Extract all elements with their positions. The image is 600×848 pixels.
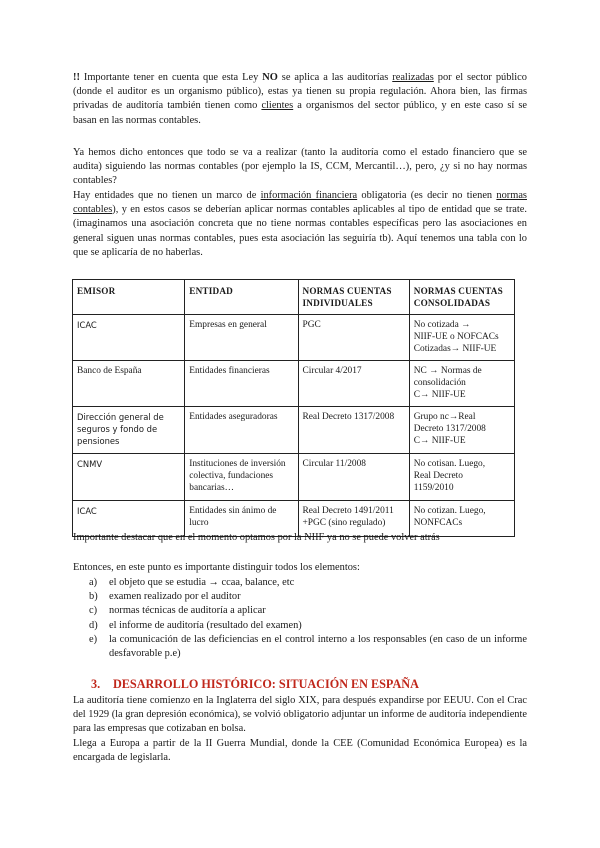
cell-entidad: Entidades sin ánimo de lucro	[185, 501, 298, 537]
text-run: ), y en estos casos se deberían aplicar normas contables aplicables al tipo de entidad que se trate. (imaginamos una asociación concreta que no tiene normas contables específicas pero las asociaciones en general siguen unas normas contables, pues esta asociación las seguiría tb). Aquí tenemos una tabla con lo que se aplicaría de no haberlas.	[73, 204, 527, 258]
header-entidad: ENTIDAD	[185, 280, 298, 315]
list-label: a)	[89, 577, 98, 588]
cell-entidad: Instituciones de inversión colectiva, fundaciones bancarias…	[185, 454, 298, 501]
list-label: d)	[89, 619, 98, 631]
table-row	[73, 361, 515, 407]
elements-intro: Entonces, en este punto es importante distinguir todos los elementos:	[73, 562, 360, 573]
text-run: obligatoria (es decir no tienen	[357, 190, 497, 201]
section-number: 3.	[91, 677, 101, 691]
cell-line: 1159/2010	[413, 483, 454, 493]
table-row	[73, 315, 515, 361]
table-row	[73, 454, 515, 501]
cell-emisor: Dirección general de seguros y fondo de pensiones	[73, 407, 185, 454]
cell-consolidadas	[409, 454, 514, 501]
cell-individuales: PGC	[298, 315, 409, 361]
list-label: b)	[89, 591, 98, 603]
cell-individuales: Real Decreto 1317/2008	[298, 407, 409, 454]
cell-line: Decreto 1317/2008	[413, 424, 486, 434]
cell-individuales: Circular 11/2008	[298, 454, 409, 501]
cell-emisor: CNMV	[73, 454, 185, 501]
section-heading	[91, 677, 419, 692]
list-item	[73, 604, 527, 618]
cell-individuales: Real Decreto 1491/2011 +PGC (sino regulado)	[298, 501, 409, 537]
header-consolidadas: NORMAS CUENTAS CONSOLIDADAS	[409, 280, 514, 315]
underlined-term: normas contables	[73, 190, 527, 216]
text-run: Hay entidades que no tienen un marco de	[73, 190, 261, 201]
table-row	[73, 407, 515, 454]
cell-consolidadas	[409, 407, 514, 454]
cell-entidad: Entidades aseguradoras	[185, 407, 298, 454]
text-run: Importante tener en cuenta que esta Ley	[79, 72, 263, 83]
cell-line: Cotizadas→ NIIF-UE	[413, 344, 497, 354]
list-text: el informe de auditoría (resultado del examen)	[109, 619, 302, 631]
cell-entidad: Empresas en general	[185, 315, 298, 361]
table-note: Importante destacar que en el momento optamos por la NIIF ya no se puede volver atrás	[73, 532, 440, 543]
list-item	[73, 590, 527, 604]
europe-paragraph: Llega a Europa a partir de la II Guerra Mundial, donde la CEE (Comunidad Económica Europea) es la encargada de legislarla.	[73, 738, 527, 764]
list-item	[73, 576, 527, 590]
list-item	[73, 633, 527, 661]
cell-emisor: ICAC	[73, 315, 185, 361]
cell-line: No cotisan. Luego,	[413, 459, 486, 469]
exclamation-mark: !!	[73, 72, 80, 83]
list-text: normas técnicas de auditoría a aplicar	[109, 605, 266, 617]
cell-line: NONFCACs	[413, 518, 463, 528]
underlined-term: realizadas	[392, 72, 434, 83]
cell-line: NIIF-UE o NOFCACs	[413, 332, 499, 342]
text-run: a organismos del sector público, y en este caso sí se basan en las normas contables.	[73, 100, 527, 126]
cell-line: NC → Normas de	[413, 366, 482, 376]
table-header-row	[73, 280, 515, 315]
accounting-standards-table	[72, 279, 515, 537]
underlined-term: clientes	[261, 100, 294, 112]
cell-emisor: ICAC	[73, 501, 185, 537]
cell-line: Real Decreto	[413, 471, 463, 481]
list-text: examen realizado por el auditor	[109, 591, 241, 603]
header-emisor: EMISOR	[73, 280, 185, 315]
cell-entidad: Entidades financieras	[185, 361, 298, 407]
emphasis-no: NO	[262, 72, 278, 83]
history-paragraph: La auditoría tiene comienzo en la Inglaterra del siglo XIX, para después expandirse por EEUU. Con el Crac del 1929 (la gran depresión económica), se volvió obligatorio adjuntar un informe de auditoría independiente para las empresas que cotizaban en bolsa.	[73, 695, 527, 735]
cell-line: C→ NIIF-UE	[413, 390, 466, 400]
cell-line: Grupo nc→Real	[413, 412, 476, 422]
note-paragraph	[73, 71, 527, 128]
list-text: la comunicación de las deficiencias en el control interno a los responsables (en caso de un informe desfavorable p.e)	[109, 633, 527, 660]
cell-line: consolidación	[413, 378, 466, 388]
cell-consolidadas	[409, 361, 514, 407]
list-label: e)	[89, 633, 98, 645]
cell-consolidadas	[409, 315, 514, 361]
section-title: DESARROLLO HISTÓRICO: SITUACIÓN EN ESPAÑA	[113, 677, 419, 691]
cell-line: No cotizada →	[413, 320, 471, 330]
cell-emisor: Banco de España	[73, 361, 185, 407]
header-individuales: NORMAS CUENTAS INDIVIDUALES	[298, 280, 409, 315]
cell-line: C→ NIIF-UE	[413, 436, 466, 446]
list-item	[73, 619, 527, 633]
list-label: c)	[89, 605, 98, 617]
underlined-term: información financiera	[260, 190, 358, 201]
entities-paragraph	[73, 189, 527, 260]
cell-line: No cotizan. Luego,	[413, 506, 486, 516]
text-run: por el sector público (donde el auditor es un organismo público), estas ya tienen su propia regulación. Ahora bien, las firmas privadas de auditoría también tienen como	[73, 72, 527, 112]
list-text: el objeto que se estudia → ccaa, balance, etc	[109, 577, 295, 588]
text-run: se aplica a las auditorías	[277, 72, 393, 83]
cell-individuales: Circular 4/2017	[298, 361, 409, 407]
question-paragraph: Ya hemos dicho entonces que todo se va a realizar (tanto la auditoría como el estado financiero que se audita) siguiendo las normas contables (por ejemplo la IS, CCM, Mercantil…), pero, ¿y si no hay normas contables?	[73, 147, 527, 187]
elements-list	[73, 576, 527, 661]
